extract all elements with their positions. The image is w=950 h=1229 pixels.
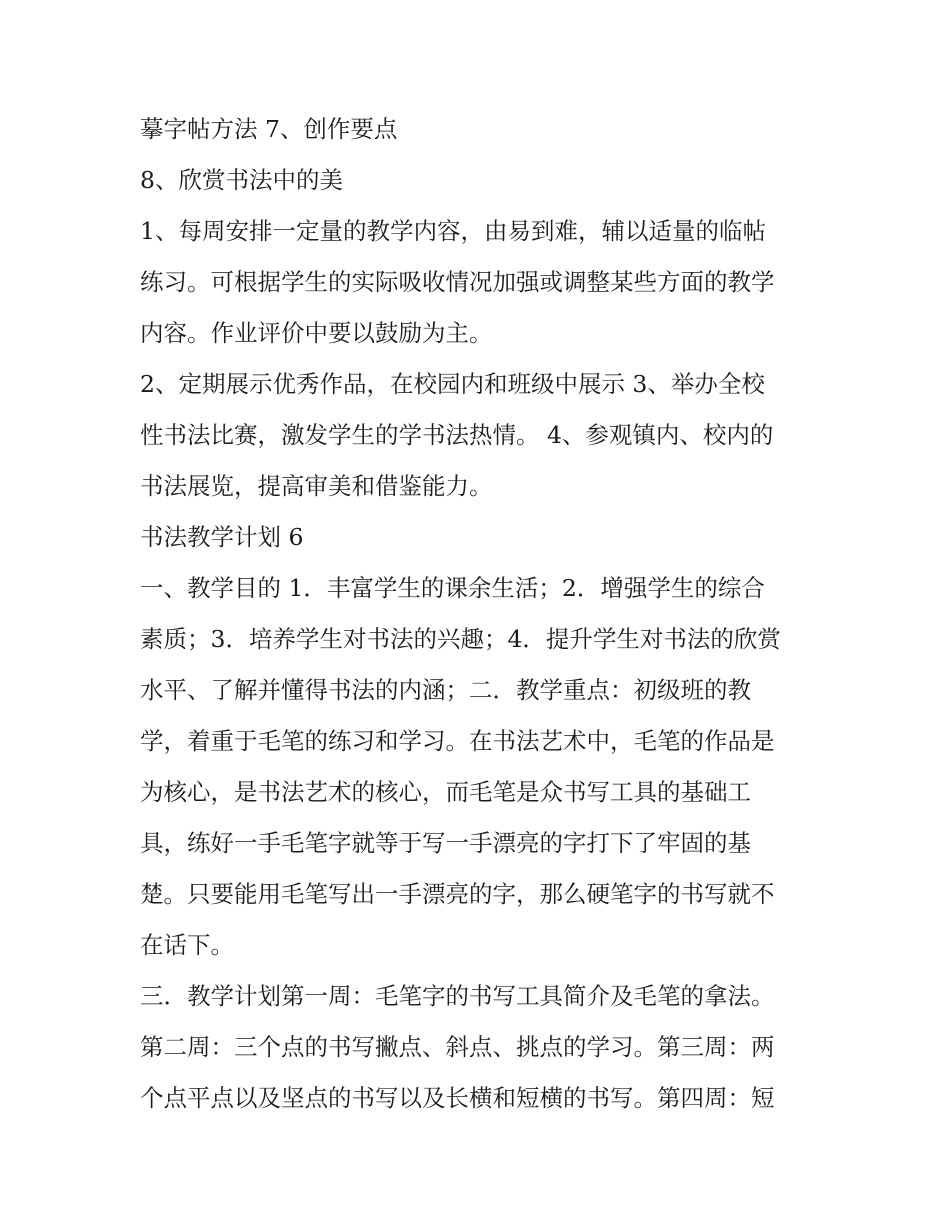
text-line: 1、每周安排一定量的教学内容，由易到难，辅以适量的临帖	[140, 217, 766, 245]
text-line: 第二周：三个点的书写撇点、斜点、挑点的学习。第三周：两	[140, 1033, 775, 1061]
text-line: 内容。作业评价中要以鼓励为主。	[140, 319, 493, 347]
text-line: 楚。只要能用毛笔写出一手漂亮的字，那么硬笔字的书写就不	[140, 880, 775, 908]
text-line: 个点平点以及坚点的书写以及长横和短横的书写。第四周：短	[140, 1084, 775, 1112]
text-line: 学，着重于毛笔的练习和学习。在书法艺术中，毛笔的作品是	[140, 727, 775, 755]
text-line: 一、教学目的 1．丰富学生的课余生活；2．增强学生的综合	[140, 574, 765, 602]
text-line: 8、欣赏书法中的美	[140, 166, 343, 194]
text-line: 性书法比赛，激发学生的学书法热情。 4、参观镇内、校内的	[140, 421, 774, 449]
text-line: 摹字帖方法 7、创作要点	[140, 115, 398, 143]
text-line: 在话下。	[140, 931, 234, 959]
text-line: 为核心，是书法艺术的核心，而毛笔是众书写工具的基础工	[140, 778, 751, 806]
text-line: 水平、了解并懂得书法的内涵；二．教学重点：初级班的教	[140, 676, 751, 704]
text-line: 具，练好一手毛笔字就等于写一手漂亮的字打下了牢固的基	[140, 829, 751, 857]
text-line: 练习。可根据学生的实际吸收情况加强或调整某些方面的教学	[140, 268, 775, 296]
text-line: 书法展览，提高审美和借鉴能力。	[140, 472, 493, 500]
text-line: 素质；3．培养学生对书法的兴趣；4．提升学生对书法的欣赏	[140, 625, 781, 653]
text-line: 三．教学计划第一周：毛笔字的书写工具简介及毛笔的拿法。	[140, 982, 775, 1010]
text-line: 2、定期展示优秀作品，在校园内和班级中展示 3、举办全校	[140, 370, 765, 398]
section-heading: 书法教学计划 6	[140, 523, 304, 551]
